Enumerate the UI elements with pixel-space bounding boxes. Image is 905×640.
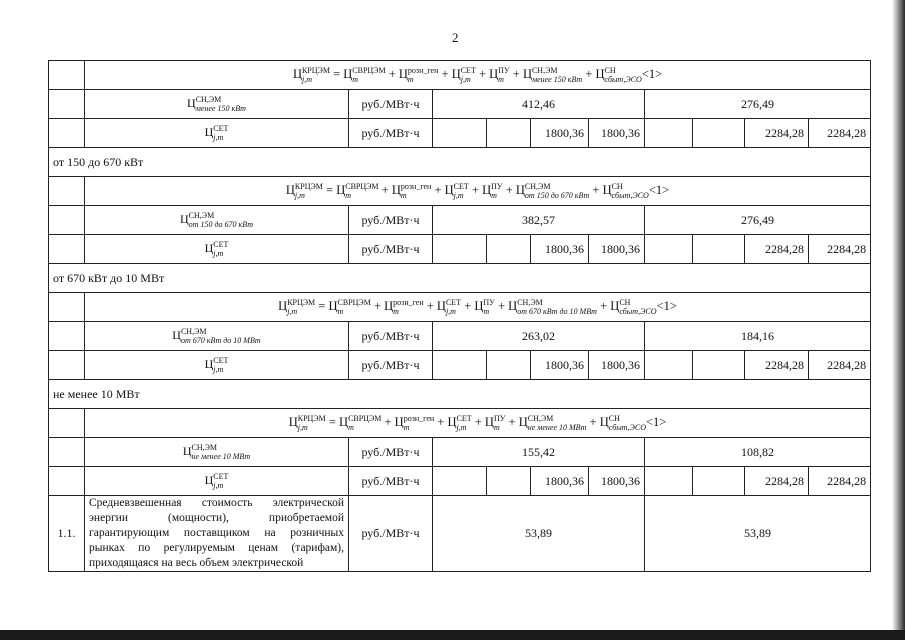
empty-num-cell <box>49 235 85 264</box>
set-value: 2284,28 <box>809 235 871 264</box>
unit-cell: руб./МВт·ч <box>349 496 433 572</box>
empty-cell <box>645 467 693 496</box>
formula-1: Ц КРЦЭМ j,m = Ц СВРЦЭМ m + Ц розн_ген m + Ц СЕТ j,m + Ц ПУ m + Ц СН,ЭМ от 150 до 670 кВт + Ц СН сбыт,ЭСО <1> <box>85 177 871 206</box>
sn-row <box>49 322 871 351</box>
set-symbol: Ц СЕТ j,m <box>85 119 349 148</box>
empty-cell <box>693 119 745 148</box>
item-description: Средневзвешенная стоимость электрической энергии (мощности), приобретаемой гарантирующим поставщиком на розничных рынках по регулируемым ценам (тарифам), приходящаяся на весь объем электрической <box>85 496 349 572</box>
sn-value-b: 276,49 <box>645 90 871 119</box>
sn-value-a: 155,42 <box>433 438 645 467</box>
empty-cell <box>433 467 487 496</box>
unit-cell: руб./МВт·ч <box>349 90 433 119</box>
section-label-row <box>49 264 871 293</box>
formula-row <box>49 61 871 90</box>
formula-3: Ц КРЦЭМ j,m = Ц СВРЦЭМ m + Ц розн_ген m + Ц СЕТ j,m + Ц ПУ m + Ц СН,ЭМ не менее 10 МВт + Ц СН сбыт,ЭСО <1> <box>85 409 871 438</box>
empty-cell <box>645 351 693 380</box>
empty-cell <box>433 351 487 380</box>
empty-cell <box>433 119 487 148</box>
empty-num-cell <box>49 293 85 322</box>
formula-row <box>49 409 871 438</box>
set-value: 2284,28 <box>809 351 871 380</box>
unit-cell: руб./МВт·ч <box>349 438 433 467</box>
empty-cell <box>645 235 693 264</box>
set-symbol: Ц СЕТ j,m <box>85 467 349 496</box>
empty-num-cell <box>49 322 85 351</box>
sn-value-a: 382,57 <box>433 206 645 235</box>
scan-edge-bottom <box>0 630 905 640</box>
set-row <box>49 351 871 380</box>
formula-2: Ц КРЦЭМ j,m = Ц СВРЦЭМ m + Ц розн_ген m + Ц СЕТ j,m + Ц ПУ m + Ц СН,ЭМ от 670 кВт до 10 МВт + Ц СН сбыт,ЭСО <1> <box>85 293 871 322</box>
set-row <box>49 235 871 264</box>
unit-cell: руб./МВт·ч <box>349 119 433 148</box>
empty-cell <box>645 119 693 148</box>
tariff-table <box>48 60 871 572</box>
item-value-a: 53,89 <box>433 496 645 572</box>
sn-value-b: 108,82 <box>645 438 871 467</box>
sn-row <box>49 90 871 119</box>
set-value: 1800,36 <box>589 119 645 148</box>
empty-num-cell <box>49 409 85 438</box>
item-number: 1.1. <box>49 496 85 572</box>
section-label: от 150 до 670 кВт <box>49 148 871 177</box>
empty-cell <box>487 467 531 496</box>
section-label: не менее 10 МВт <box>49 380 871 409</box>
sn-symbol: Ц СН,ЭМ менее 150 кВт <box>85 90 349 119</box>
sn-value-b: 184,16 <box>645 322 871 351</box>
empty-cell <box>693 235 745 264</box>
set-value: 1800,36 <box>531 119 589 148</box>
sn-value-a: 263,02 <box>433 322 645 351</box>
set-row <box>49 467 871 496</box>
empty-cell <box>487 235 531 264</box>
unit-cell: руб./МВт·ч <box>349 235 433 264</box>
sn-row <box>49 438 871 467</box>
set-value: 2284,28 <box>745 351 809 380</box>
empty-num-cell <box>49 90 85 119</box>
section-label-row <box>49 380 871 409</box>
sn-value-b: 276,49 <box>645 206 871 235</box>
scan-edge-right <box>892 0 905 640</box>
formula-row <box>49 177 871 206</box>
section-label: от 670 кВт до 10 МВт <box>49 264 871 293</box>
sn-symbol: Ц СН,ЭМ от 670 кВт до 10 МВт <box>85 322 349 351</box>
set-value: 2284,28 <box>745 467 809 496</box>
set-value: 1800,36 <box>531 235 589 264</box>
set-value: 1800,36 <box>589 351 645 380</box>
formula-row <box>49 293 871 322</box>
set-value: 1800,36 <box>531 467 589 496</box>
empty-cell <box>693 467 745 496</box>
empty-cell <box>433 235 487 264</box>
set-symbol: Ц СЕТ j,m <box>85 351 349 380</box>
sn-symbol: Ц СН,ЭМ не менее 10 МВт <box>85 438 349 467</box>
formula-0: Ц КРЦЭМ j,m = Ц СВРЦЭМ m + Ц розн_ген m + Ц СЕТ j,m + Ц ПУ m + Ц СН,ЭМ менее 150 кВт + Ц СН сбыт,ЭСО <1> <box>85 61 871 90</box>
empty-num-cell <box>49 467 85 496</box>
empty-num-cell <box>49 206 85 235</box>
set-value: 2284,28 <box>745 235 809 264</box>
set-value: 1800,36 <box>589 235 645 264</box>
item-value-b: 53,89 <box>645 496 871 572</box>
set-row <box>49 119 871 148</box>
item-1-1-row <box>49 496 871 572</box>
unit-cell: руб./МВт·ч <box>349 206 433 235</box>
set-value: 1800,36 <box>531 351 589 380</box>
empty-num-cell <box>49 177 85 206</box>
empty-cell <box>487 119 531 148</box>
empty-num-cell <box>49 119 85 148</box>
empty-num-cell <box>49 351 85 380</box>
set-value: 2284,28 <box>745 119 809 148</box>
empty-num-cell <box>49 61 85 90</box>
empty-num-cell <box>49 438 85 467</box>
sn-symbol: Ц СН,ЭМ от 150 до 670 кВт <box>85 206 349 235</box>
set-value: 2284,28 <box>809 119 871 148</box>
empty-cell <box>693 351 745 380</box>
unit-cell: руб./МВт·ч <box>349 351 433 380</box>
set-value: 1800,36 <box>589 467 645 496</box>
page-number: 2 <box>452 30 459 45</box>
empty-cell <box>487 351 531 380</box>
sn-value-a: 412,46 <box>433 90 645 119</box>
unit-cell: руб./МВт·ч <box>349 322 433 351</box>
set-value: 2284,28 <box>809 467 871 496</box>
set-symbol: Ц СЕТ j,m <box>85 235 349 264</box>
sn-row <box>49 206 871 235</box>
unit-cell: руб./МВт·ч <box>349 467 433 496</box>
section-label-row <box>49 148 871 177</box>
